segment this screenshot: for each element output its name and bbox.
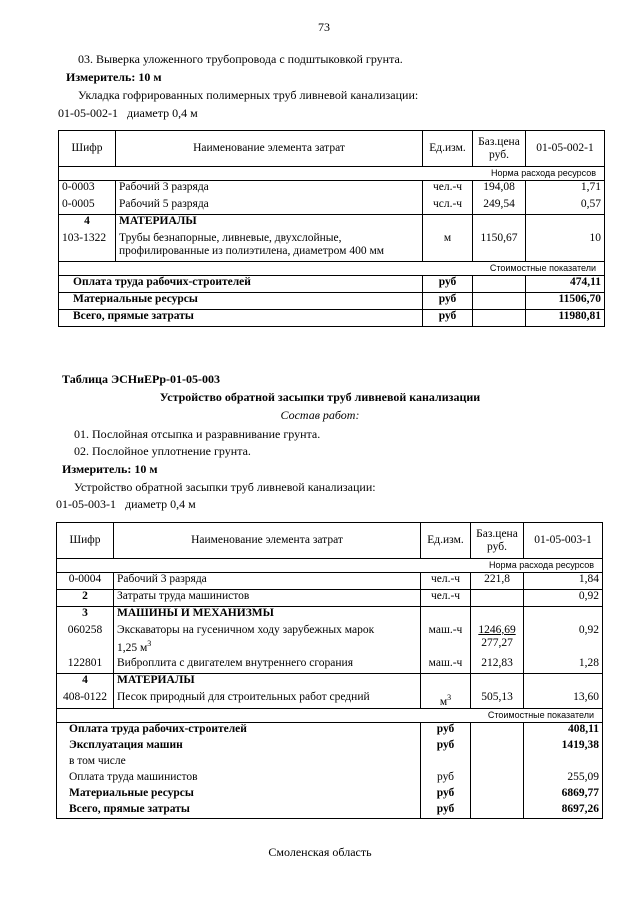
cell-unit: чел.-ч [421,590,471,607]
cell-price [471,590,524,607]
total-label: Всего, прямые затраты [59,310,423,327]
total-value: 255,09 [524,771,603,787]
section-name: МАШИНЫ И МЕХАНИЗМЫ [114,607,421,624]
norms-table-1 [58,130,605,327]
cell-price: 505,13 [471,691,524,709]
cell-unit: $м^3$ [421,691,471,709]
cell-name: Рабочий 5 разряда [116,198,423,215]
cell-price: 194,08 [473,181,526,198]
total-value: 6869,77 [524,787,603,803]
header-price: Баз.цена руб. [471,523,524,559]
total-unit [421,755,471,771]
cell-unit: маш.-ч [421,624,471,657]
total-unit: руб [421,723,471,739]
cost-caption: Стоимостные показатели [59,262,605,276]
code-line: 01-05-003-1 диаметр 0,4 м [56,497,196,511]
table-label: Таблица ЭСНиЕРр-01-05-003 [62,372,221,386]
cost-caption: Стоимостные показатели [57,709,603,723]
cell-value: 10 [526,232,605,262]
cell-unit: маш.-ч [421,657,471,674]
work-title: Укладка гофрированных полимерных труб ливневой канализации: [78,88,419,102]
cell-unit: чел.-ч [421,573,471,590]
cell-value: 0,92 [524,624,603,657]
work-step: 01. Послойная отсыпка и разравнивание грунта. [74,427,321,441]
total-value: 408,11 [524,723,603,739]
header-name: Наименование элемента затрат [116,131,423,167]
total-unit: руб [423,310,473,327]
section-subtitle: Состав работ: [280,408,360,422]
total-value [524,755,603,771]
header-norm-code: 01-05-003-1 [524,523,603,559]
cell-name: Затраты труда машинистов [114,590,421,607]
code-line: 01-05-002-1 диаметр 0,4 м [58,106,198,120]
section-number: 4 [59,215,116,232]
cell-value: 0,57 [526,198,605,215]
header-code: Шифр [59,131,116,167]
header-unit: Ед.изм. [421,523,471,559]
total-label: Эксплуатация машин [57,739,421,755]
total-label: Оплата труда рабочих-строителей [59,276,423,293]
cell-name: Рабочий 3 разряда [114,573,421,590]
total-label: Оплата труда машинистов [57,771,421,787]
section-number: 3 [57,607,114,624]
total-value: 8697,26 [524,803,603,819]
cell-name: Экскаваторы на гусеничном ходу зарубежных марок 1,25 $м^3$ [114,624,421,657]
meter-label: Измеритель: 10 м [62,462,158,476]
header-name: Наименование элемента затрат [114,523,421,559]
cell-price: 212,83 [471,657,524,674]
cell-code: 0-0003 [59,181,116,198]
cell-code: 060258 [57,624,114,657]
cell-code: 2 [57,590,114,607]
cell-value: 13,60 [524,691,603,709]
cell-code: 122801 [57,657,114,674]
cell-code: 103-1322 [59,232,116,262]
total-label: Материальные ресурсы [59,293,423,310]
header-norm-code: 01-05-002-1 [526,131,605,167]
cell-name: Рабочий 3 разряда [116,181,423,198]
total-unit: руб [423,276,473,293]
footer-region: Смоленская область [268,845,372,859]
cell-value: 1,71 [526,181,605,198]
total-label: Всего, прямые затраты [57,803,421,819]
total-value: 474,11 [526,276,605,293]
norm-caption: Норма расхода ресурсов [59,167,605,181]
total-unit: руб [421,771,471,787]
norm-caption: Норма расхода ресурсов [57,559,603,573]
total-label: Оплата труда рабочих-строителей [57,723,421,739]
header-code: Шифр [57,523,114,559]
section-name: МАТЕРИАЛЫ [114,674,421,691]
cell-name: Песок природный для строительных работ средний [114,691,421,709]
cell-value: 1,84 [524,573,603,590]
cell-code: 0-0005 [59,198,116,215]
cell-value: 1,28 [524,657,603,674]
total-value: 11506,70 [526,293,605,310]
cell-price: 1246,69 277,27 [471,624,524,657]
section-name: МАТЕРИАЛЫ [116,215,423,232]
section-number: 4 [57,674,114,691]
total-label: в том числе [57,755,421,771]
section-title: Устройство обратной засыпки труб ливневой канализации [159,390,481,404]
meter-label: Измеритель: 10 м [66,70,162,84]
work-step: 03. Выверка уложенного трубопровода с подштыковкой грунта. [78,52,403,66]
header-price: Баз.цена руб. [473,131,526,167]
cell-price: 249,54 [473,198,526,215]
page-number: 73 [318,20,330,34]
total-label: Материальные ресурсы [57,787,421,803]
cell-unit: чсл.-ч [423,198,473,215]
cell-code: 408-0122 [57,691,114,709]
total-unit: руб [423,293,473,310]
cell-name: Трубы безнапорные, ливневые, двухслойные, профилированные из полиэтилена, диаметром 400 мм [116,232,423,262]
cell-unit: чел.-ч [423,181,473,198]
header-unit: Ед.изм. [423,131,473,167]
work-title: Устройство обратной засыпки труб ливневой канализации: [74,480,376,494]
cell-name: Виброплита с двигателем внутреннего сгорания [114,657,421,674]
total-unit: руб [421,787,471,803]
total-value: 1419,38 [524,739,603,755]
cell-value: 0,92 [524,590,603,607]
cell-unit: м [423,232,473,262]
total-unit: руб [421,739,471,755]
cell-price: 1150,67 [473,232,526,262]
cell-code: 0-0004 [57,573,114,590]
work-step: 02. Послойное уплотнение грунта. [74,444,251,458]
cell-price: 221,8 [471,573,524,590]
total-unit: руб [421,803,471,819]
norms-table-2 [56,522,603,819]
total-value: 11980,81 [526,310,605,327]
